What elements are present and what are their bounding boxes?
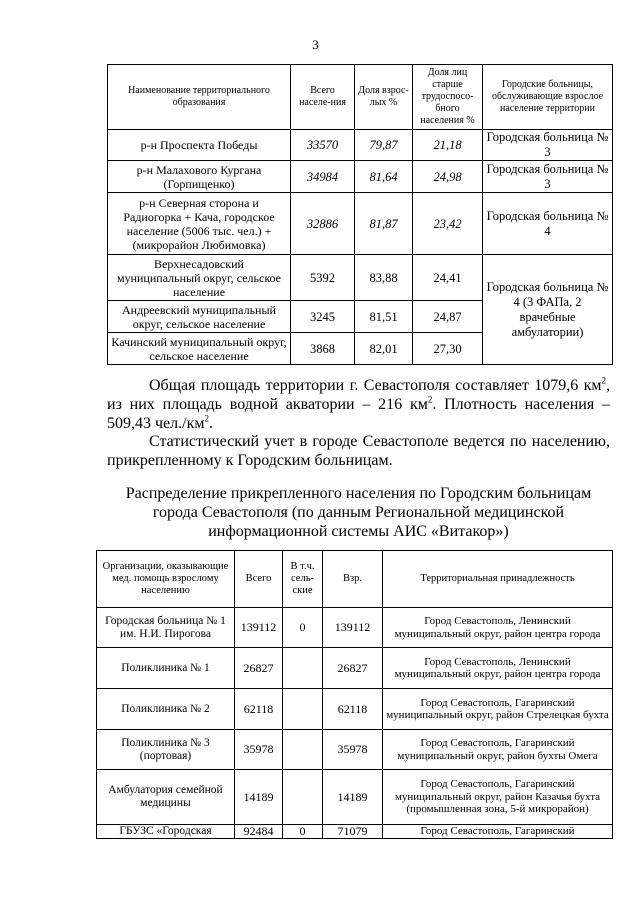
territory-name: Андреевский муниципальный округ, сельское население [108, 301, 291, 333]
header-elderly-share: Доля лиц старше трудоспосо-бного населения % [413, 65, 483, 130]
elderly-share: 24,87 [413, 301, 483, 333]
rural [283, 730, 323, 770]
table-row [97, 608, 613, 648]
table-row [97, 730, 613, 770]
elderly-share: 23,42 [413, 193, 483, 255]
adult: 35978 [323, 730, 383, 770]
superscript: 2 [204, 413, 209, 424]
water-area-text: , из них площадь водной акватории – 216 км [107, 377, 610, 413]
header-territory: Наименование территориального образования [108, 65, 291, 130]
table-row [108, 193, 613, 255]
header-adults-share: Доля взрос-лых % [355, 65, 413, 130]
territory-name: р-н Проспекта Победы [108, 130, 291, 161]
page-number: 3 [312, 37, 319, 52]
total-population: 34984 [291, 161, 355, 193]
territory-population-table [107, 64, 613, 365]
territory: Город Севастополь, Гагаринский муниципальный округ, район Казачья бухта (промышленная зона, 5-й микрорайон) [383, 770, 613, 825]
header-organization: Организации, оказывающие мед. помощь взрослому населению [97, 551, 235, 608]
table-row [108, 255, 613, 301]
adults-share: 79,87 [355, 130, 413, 161]
adults-share: 82,01 [355, 333, 413, 365]
distribution-heading: Распределение прикрепленного населения по Городским больницам города Севастополя (по данным Региональной медицинской информационной системы АИС «Витакор») [125, 485, 592, 540]
area-paragraph [107, 376, 610, 433]
total: 92484 [235, 825, 283, 839]
total: 62118 [235, 689, 283, 730]
header-hospitals: Городские больницы, обслуживающие взрослое население территории [483, 65, 613, 130]
rural: 0 [283, 825, 323, 839]
organization: Поликлиника № 2 [97, 689, 235, 730]
total: 14189 [235, 770, 283, 825]
elderly-share: 27,30 [413, 333, 483, 365]
total: 35978 [235, 730, 283, 770]
elderly-share: 24,98 [413, 161, 483, 193]
table-row [108, 161, 613, 193]
rural [283, 689, 323, 730]
organization: ГБУЗС «Городская [97, 825, 235, 839]
total: 139112 [235, 608, 283, 648]
period: . [208, 415, 213, 432]
territory: Город Севастополь, Ленинский муниципальный округ, район центра города [383, 648, 613, 689]
adult: 14189 [323, 770, 383, 825]
table-header-row [97, 551, 613, 608]
header-adult: Взр. [323, 551, 383, 608]
elderly-share: 24,41 [413, 255, 483, 301]
adult: 71079 [323, 825, 383, 839]
organization: Амбулатория семейной медицины [97, 770, 235, 825]
density-text: . Плотность населения – 509,43 чел./км [107, 396, 610, 432]
elderly-share: 21,18 [413, 130, 483, 161]
table-header-row [108, 65, 613, 130]
superscript: 2 [601, 375, 606, 386]
area-text: Общая площадь территории г. Севастополя составляет 1079,6 км [149, 377, 602, 394]
total-population: 3245 [291, 301, 355, 333]
adult: 139112 [323, 608, 383, 648]
adults-share: 81,64 [355, 161, 413, 193]
hospital: Городская больница № 3 [483, 161, 613, 193]
adult: 62118 [323, 689, 383, 730]
header-total: Всего [235, 551, 283, 608]
total: 26827 [235, 648, 283, 689]
territory-name: Верхнесадовский муниципальный округ, сельское население [108, 255, 291, 301]
territory: Город Севастополь, Гагаринский муниципальный округ, район Стрелецкая бухта [383, 689, 613, 730]
superscript: 2 [427, 394, 433, 405]
organization: Поликлиника № 3 (портовая) [97, 730, 235, 770]
attached-population-table [96, 550, 613, 839]
territory-name: Качинский муниципальный округ, сельское население [108, 333, 291, 365]
hospital: Городская больница № 4 [483, 193, 613, 255]
table-row [97, 770, 613, 825]
total-population: 32886 [291, 193, 355, 255]
header-total: Всего населе-ния [291, 65, 355, 130]
adult: 26827 [323, 648, 383, 689]
hospital: Городская больница № 4 (3 ФАПа, 2 врачебные амбулатории) [483, 255, 613, 365]
rural [283, 770, 323, 825]
table-row [97, 689, 613, 730]
header-rural: В т.ч. сель-ские [283, 551, 323, 608]
territory: Город Севастополь, Гагаринский муниципальный округ, район бухты Омега [383, 730, 613, 770]
territory-name: р-н Малахового Кургана (Горпищенко) [108, 161, 291, 193]
adults-share: 81,51 [355, 301, 413, 333]
territory: Город Севастополь, Ленинский муниципальный округ, район центра города [383, 608, 613, 648]
organization: Городская больница № 1 им. Н.И. Пирогова [97, 608, 235, 648]
adults-share: 83,88 [355, 255, 413, 301]
statistics-paragraph: Статистический учет в городе Севастополе ведется по населению, прикрепленному к Городским больницам. [107, 433, 610, 469]
total-population: 5392 [291, 255, 355, 301]
organization: Поликлиника № 1 [97, 648, 235, 689]
hospital: Городская больница № 3 [483, 130, 613, 161]
table-row [97, 648, 613, 689]
table-row [108, 130, 613, 161]
total-population: 33570 [291, 130, 355, 161]
rural [283, 648, 323, 689]
territory: Город Севастополь, Гагаринский [383, 825, 613, 839]
adults-share: 81,87 [355, 193, 413, 255]
total-population: 3868 [291, 333, 355, 365]
territory-name: р-н Северная сторона и Радиогорка + Кача, городское население (5006 тыс. чел.) + (микрорайон Любимовка) [108, 193, 291, 255]
rural: 0 [283, 608, 323, 648]
header-territory: Территориальная принадлежность [383, 551, 613, 608]
table-row [97, 825, 613, 839]
